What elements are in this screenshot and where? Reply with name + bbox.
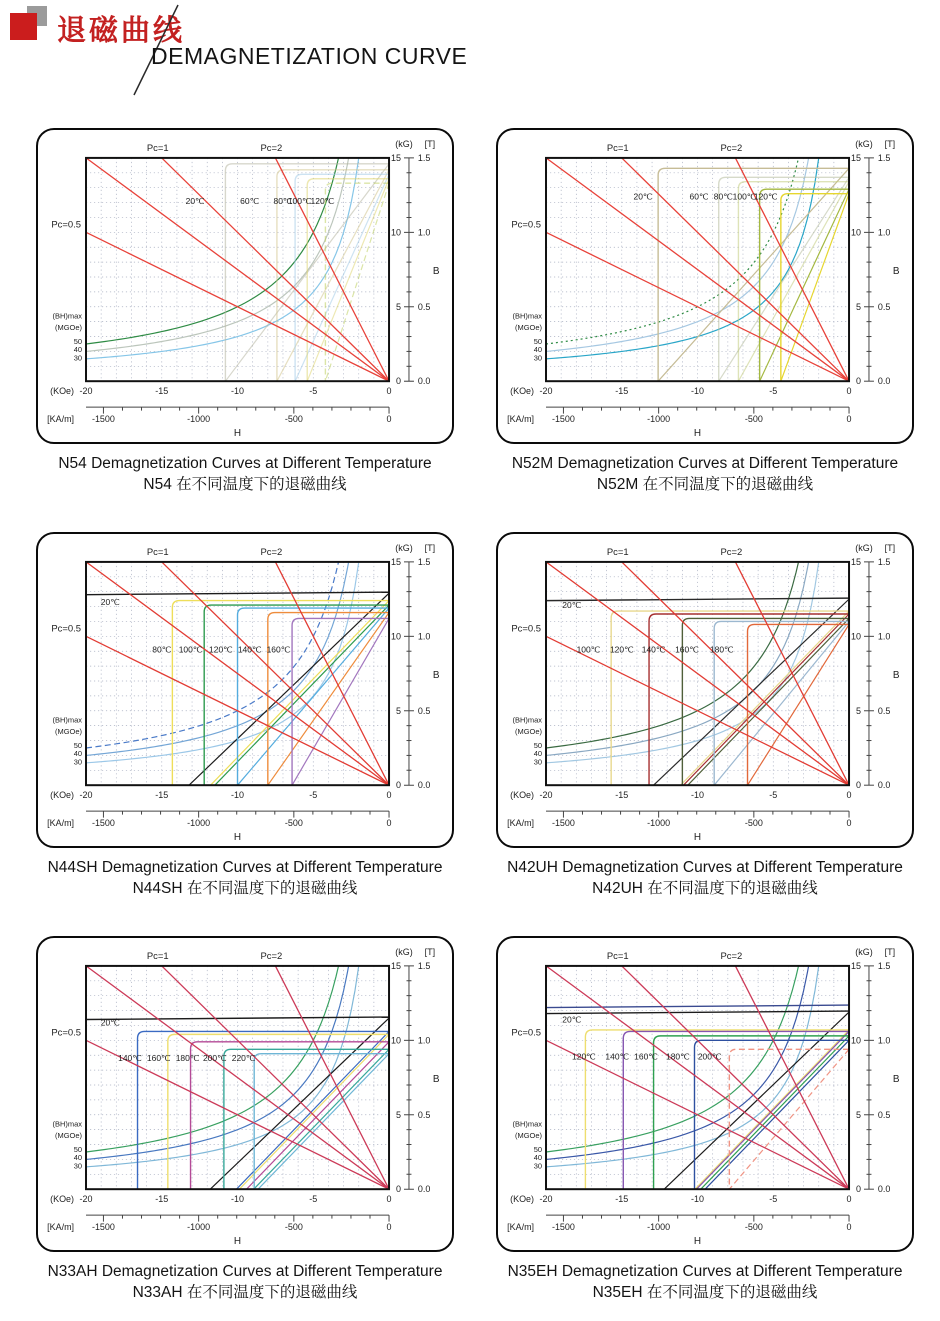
svg-text:H: H bbox=[233, 1235, 242, 1247]
svg-text:140℃: 140℃ bbox=[118, 1052, 142, 1063]
svg-text:0.5: 0.5 bbox=[417, 301, 431, 312]
svg-text:50: 50 bbox=[533, 336, 543, 346]
svg-text:Pc=2: Pc=2 bbox=[720, 546, 743, 558]
svg-text:Pc=1: Pc=1 bbox=[606, 142, 629, 154]
svg-text:(kG): (kG) bbox=[855, 542, 873, 553]
svg-text:180℃: 180℃ bbox=[666, 1051, 690, 1062]
svg-text:H: H bbox=[693, 1235, 702, 1247]
svg-text:0.0: 0.0 bbox=[417, 376, 431, 387]
svg-text:0: 0 bbox=[386, 789, 392, 800]
svg-text:-1000: -1000 bbox=[647, 1221, 671, 1232]
svg-text:0.0: 0.0 bbox=[417, 1183, 431, 1194]
svg-text:140℃: 140℃ bbox=[237, 644, 262, 655]
svg-text:Pc=0.5: Pc=0.5 bbox=[511, 1026, 542, 1038]
svg-text:120℃: 120℃ bbox=[753, 191, 778, 202]
svg-text:1.5: 1.5 bbox=[877, 556, 891, 567]
svg-text:(MGOe): (MGOe) bbox=[55, 322, 83, 332]
svg-text:40: 40 bbox=[73, 748, 83, 758]
svg-text:0: 0 bbox=[846, 386, 852, 397]
svg-text:Pc=2: Pc=2 bbox=[260, 950, 283, 962]
h-axis bbox=[507, 1194, 851, 1247]
svg-text:-500: -500 bbox=[744, 1221, 763, 1232]
svg-text:-10: -10 bbox=[231, 386, 245, 397]
svg-text:0.5: 0.5 bbox=[877, 301, 891, 312]
chart-figure-n44sh bbox=[36, 532, 454, 900]
svg-text:0: 0 bbox=[386, 414, 392, 425]
svg-text:-5: -5 bbox=[769, 789, 778, 800]
svg-text:1.0: 1.0 bbox=[877, 227, 891, 238]
svg-text:[KA/m]: [KA/m] bbox=[507, 1221, 535, 1232]
caption-chinese: N54 在不同温度下的退磁曲线 bbox=[143, 476, 347, 494]
svg-text:Pc=1: Pc=1 bbox=[606, 546, 629, 558]
svg-text:100℃: 100℃ bbox=[178, 644, 203, 655]
svg-text:(kG): (kG) bbox=[395, 542, 413, 553]
h-axis bbox=[47, 386, 391, 439]
svg-text:-5: -5 bbox=[309, 1193, 318, 1204]
svg-text:(MGOe): (MGOe) bbox=[515, 1130, 543, 1140]
svg-text:-1000: -1000 bbox=[647, 414, 671, 425]
chart-canvas-n33ah bbox=[38, 938, 451, 1249]
svg-text:[T]: [T] bbox=[424, 542, 436, 553]
svg-text:100℃: 100℃ bbox=[732, 191, 757, 202]
svg-text:0: 0 bbox=[386, 1193, 392, 1204]
b-axis bbox=[851, 543, 900, 790]
chart-canvas-n52m bbox=[498, 130, 911, 441]
svg-text:H: H bbox=[693, 428, 702, 440]
svg-text:20℃: 20℃ bbox=[185, 196, 205, 207]
svg-text:(BH)max: (BH)max bbox=[512, 311, 543, 321]
svg-text:0.5: 0.5 bbox=[417, 705, 431, 716]
svg-text:1.5: 1.5 bbox=[877, 960, 891, 971]
chart-caption-n33ah bbox=[36, 1261, 454, 1304]
caption-english: N52M Demagnetization Curves at Different Temperature bbox=[511, 455, 899, 472]
b-axis bbox=[391, 543, 440, 790]
svg-text:50: 50 bbox=[533, 1144, 543, 1154]
chart-card-n44sh bbox=[36, 532, 454, 848]
svg-text:10: 10 bbox=[391, 227, 401, 238]
svg-text:-10: -10 bbox=[691, 1193, 705, 1204]
svg-text:100℃: 100℃ bbox=[287, 196, 312, 207]
b-axis bbox=[391, 946, 440, 1193]
svg-text:(KOe): (KOe) bbox=[50, 386, 75, 397]
svg-text:20℃: 20℃ bbox=[633, 191, 653, 202]
svg-text:[T]: [T] bbox=[424, 946, 436, 957]
svg-text:-1500: -1500 bbox=[91, 1221, 115, 1232]
svg-text:Pc=2: Pc=2 bbox=[720, 950, 743, 962]
caption-chinese: N44SH 在不同温度下的退磁曲线 bbox=[132, 880, 358, 898]
svg-text:Pc=1: Pc=1 bbox=[146, 546, 169, 558]
svg-text:20℃: 20℃ bbox=[100, 1016, 120, 1027]
chart-figure-n35eh bbox=[496, 936, 914, 1304]
svg-text:-20: -20 bbox=[539, 789, 553, 800]
svg-text:0: 0 bbox=[855, 1183, 861, 1194]
svg-text:60℃: 60℃ bbox=[240, 196, 260, 207]
svg-text:(BH)max: (BH)max bbox=[512, 715, 543, 725]
bhmax-labels bbox=[513, 1119, 543, 1170]
svg-text:5: 5 bbox=[855, 705, 861, 716]
svg-text:-20: -20 bbox=[79, 386, 93, 397]
svg-text:(kG): (kG) bbox=[855, 138, 873, 149]
b-axis bbox=[851, 139, 900, 386]
svg-text:0: 0 bbox=[855, 779, 861, 790]
svg-text:-1000: -1000 bbox=[187, 817, 211, 828]
chart-card-n33ah bbox=[36, 936, 454, 1252]
svg-text:[T]: [T] bbox=[884, 542, 896, 553]
svg-text:-20: -20 bbox=[79, 1193, 93, 1204]
h-axis bbox=[47, 1194, 391, 1247]
svg-text:180℃: 180℃ bbox=[175, 1052, 200, 1063]
svg-text:Pc=0.5: Pc=0.5 bbox=[511, 623, 542, 635]
svg-text:0.0: 0.0 bbox=[877, 1183, 891, 1194]
svg-text:40: 40 bbox=[533, 1152, 543, 1162]
svg-text:B: B bbox=[432, 1073, 440, 1085]
svg-text:0: 0 bbox=[386, 817, 392, 828]
chart-caption-n54 bbox=[36, 453, 454, 496]
svg-text:B: B bbox=[892, 266, 900, 278]
svg-text:140℃: 140℃ bbox=[641, 644, 666, 655]
chart-caption-n44sh bbox=[36, 857, 454, 900]
svg-text:0: 0 bbox=[846, 817, 852, 828]
caption-chinese: N33AH 在不同温度下的退磁曲线 bbox=[132, 1283, 358, 1301]
svg-text:-500: -500 bbox=[744, 414, 763, 425]
svg-text:-15: -15 bbox=[155, 386, 169, 397]
svg-text:-500: -500 bbox=[744, 817, 763, 828]
svg-text:(kG): (kG) bbox=[395, 946, 413, 957]
chart-figure-n54 bbox=[36, 128, 454, 496]
svg-text:0: 0 bbox=[386, 1221, 392, 1232]
svg-text:0: 0 bbox=[395, 1183, 401, 1194]
svg-text:50: 50 bbox=[73, 740, 83, 750]
caption-english: N35EH Demagnetization Curves at Different Temperature bbox=[507, 1262, 903, 1280]
chart-figure-n42uh bbox=[496, 532, 914, 900]
svg-text:20℃: 20℃ bbox=[100, 596, 120, 607]
svg-text:-10: -10 bbox=[231, 1193, 245, 1204]
bhmax-labels bbox=[513, 715, 543, 766]
svg-text:120℃: 120℃ bbox=[609, 644, 634, 655]
svg-text:(KOe): (KOe) bbox=[50, 789, 75, 800]
svg-text:80℃: 80℃ bbox=[273, 196, 293, 207]
svg-text:15: 15 bbox=[391, 152, 401, 163]
svg-text:-5: -5 bbox=[309, 386, 318, 397]
svg-text:5: 5 bbox=[395, 1109, 401, 1120]
svg-text:B: B bbox=[892, 1073, 900, 1085]
svg-text:(BH)max: (BH)max bbox=[52, 1119, 83, 1129]
caption-english: N42UH Demagnetization Curves at Different Temperature bbox=[507, 858, 903, 876]
svg-text:30: 30 bbox=[533, 1160, 543, 1170]
bhmax-labels bbox=[53, 715, 83, 766]
svg-text:[KA/m]: [KA/m] bbox=[47, 1221, 75, 1232]
chart-card-n52m bbox=[496, 128, 914, 444]
bhmax-labels bbox=[53, 312, 83, 363]
svg-text:Pc=2: Pc=2 bbox=[260, 546, 283, 558]
svg-text:-1500: -1500 bbox=[91, 817, 115, 828]
chart-canvas-n35eh bbox=[498, 938, 911, 1249]
svg-text:30: 30 bbox=[533, 353, 543, 363]
svg-text:80℃: 80℃ bbox=[152, 644, 172, 655]
svg-text:0: 0 bbox=[846, 414, 852, 425]
svg-text:[KA/m]: [KA/m] bbox=[507, 414, 535, 425]
svg-text:200℃: 200℃ bbox=[697, 1051, 722, 1062]
page-title-chinese: 退磁曲线 bbox=[57, 15, 186, 47]
chart-card-n35eh bbox=[496, 936, 914, 1252]
svg-text:1.0: 1.0 bbox=[417, 227, 431, 238]
svg-text:Pc=0.5: Pc=0.5 bbox=[51, 623, 82, 635]
svg-text:80℃: 80℃ bbox=[713, 191, 733, 202]
svg-text:B: B bbox=[892, 669, 900, 681]
bhmax-labels bbox=[513, 312, 543, 363]
svg-text:0: 0 bbox=[395, 779, 401, 790]
svg-text:H: H bbox=[693, 831, 702, 843]
svg-text:220℃: 220℃ bbox=[231, 1052, 256, 1063]
svg-text:(KOe): (KOe) bbox=[510, 1193, 535, 1204]
svg-text:160℃: 160℃ bbox=[634, 1051, 658, 1062]
svg-text:[T]: [T] bbox=[424, 138, 436, 149]
svg-text:-20: -20 bbox=[539, 386, 553, 397]
svg-text:Pc=2: Pc=2 bbox=[720, 142, 743, 154]
svg-text:1.5: 1.5 bbox=[877, 152, 891, 163]
svg-text:10: 10 bbox=[851, 631, 861, 642]
svg-text:0.0: 0.0 bbox=[417, 779, 431, 790]
svg-text:1.5: 1.5 bbox=[417, 152, 431, 163]
h-axis bbox=[507, 386, 851, 439]
svg-text:0: 0 bbox=[846, 1193, 852, 1204]
caption-english: N44SH Demagnetization Curves at Different Temperature bbox=[47, 858, 443, 876]
svg-text:20℃: 20℃ bbox=[562, 599, 582, 610]
temperature-labels bbox=[186, 196, 335, 206]
chart-caption-n35eh bbox=[496, 1261, 914, 1304]
svg-text:-5: -5 bbox=[769, 386, 778, 397]
svg-text:40: 40 bbox=[533, 748, 543, 758]
svg-text:B: B bbox=[432, 266, 440, 278]
svg-text:-1000: -1000 bbox=[647, 817, 671, 828]
svg-text:-1500: -1500 bbox=[551, 1221, 575, 1232]
svg-text:160℃: 160℃ bbox=[266, 644, 291, 655]
svg-text:0.5: 0.5 bbox=[417, 1109, 431, 1120]
svg-text:200℃: 200℃ bbox=[202, 1052, 227, 1063]
svg-text:-10: -10 bbox=[691, 386, 705, 397]
svg-text:40: 40 bbox=[73, 345, 83, 355]
svg-text:5: 5 bbox=[395, 705, 401, 716]
svg-text:-500: -500 bbox=[284, 1221, 303, 1232]
svg-text:5: 5 bbox=[855, 301, 861, 312]
svg-text:-15: -15 bbox=[155, 789, 169, 800]
svg-text:50: 50 bbox=[73, 336, 83, 346]
chart-caption-n52m bbox=[496, 453, 914, 496]
svg-text:10: 10 bbox=[851, 227, 861, 238]
svg-text:H: H bbox=[233, 831, 242, 843]
svg-text:120℃: 120℃ bbox=[209, 644, 233, 655]
svg-text:30: 30 bbox=[73, 353, 83, 363]
svg-text:0: 0 bbox=[386, 386, 392, 397]
svg-text:-1000: -1000 bbox=[187, 1221, 211, 1232]
h-axis bbox=[507, 790, 851, 843]
svg-text:50: 50 bbox=[533, 740, 543, 750]
svg-text:1.5: 1.5 bbox=[417, 960, 431, 971]
caption-chinese: N42UH 在不同温度下的退磁曲线 bbox=[592, 880, 818, 898]
svg-text:1.0: 1.0 bbox=[417, 631, 431, 642]
svg-text:15: 15 bbox=[391, 556, 401, 567]
svg-text:-1500: -1500 bbox=[551, 817, 575, 828]
svg-text:0.5: 0.5 bbox=[877, 705, 891, 716]
svg-text:(MGOe): (MGOe) bbox=[515, 726, 543, 736]
svg-text:5: 5 bbox=[395, 301, 401, 312]
svg-text:-500: -500 bbox=[284, 817, 303, 828]
svg-text:-5: -5 bbox=[309, 789, 318, 800]
caption-chinese: N35EH 在不同温度下的退磁曲线 bbox=[592, 1283, 818, 1301]
svg-text:10: 10 bbox=[391, 1034, 401, 1045]
svg-text:[KA/m]: [KA/m] bbox=[507, 817, 535, 828]
chart-canvas-n44sh bbox=[38, 534, 451, 845]
svg-text:100℃: 100℃ bbox=[576, 644, 601, 655]
caption-english: N54 Demagnetization Curves at Different Temperature bbox=[58, 455, 432, 472]
svg-text:-1000: -1000 bbox=[187, 414, 211, 425]
svg-text:-5: -5 bbox=[769, 1193, 778, 1204]
svg-text:(BH)max: (BH)max bbox=[52, 311, 83, 321]
svg-text:5: 5 bbox=[855, 1109, 861, 1120]
chart-card-n54 bbox=[36, 128, 454, 444]
chart-figure-n33ah bbox=[36, 936, 454, 1304]
svg-text:(MGOe): (MGOe) bbox=[515, 322, 543, 332]
chart-canvas-n54 bbox=[38, 130, 451, 441]
svg-text:0.0: 0.0 bbox=[877, 376, 891, 387]
svg-text:180℃: 180℃ bbox=[709, 644, 734, 655]
svg-text:60℃: 60℃ bbox=[689, 191, 709, 202]
svg-text:(KOe): (KOe) bbox=[50, 1193, 75, 1204]
b-axis bbox=[391, 139, 440, 386]
svg-text:H: H bbox=[233, 428, 242, 440]
svg-text:0: 0 bbox=[855, 376, 861, 387]
svg-text:Pc=0.5: Pc=0.5 bbox=[51, 1026, 82, 1038]
svg-text:(BH)max: (BH)max bbox=[512, 1119, 543, 1129]
svg-text:-15: -15 bbox=[615, 789, 629, 800]
svg-text:-20: -20 bbox=[79, 789, 93, 800]
page-title-english: DEMAGNETIZATION CURVE bbox=[151, 43, 468, 69]
chart-caption-n42uh bbox=[496, 857, 914, 900]
svg-text:[KA/m]: [KA/m] bbox=[47, 817, 75, 828]
svg-text:-10: -10 bbox=[231, 789, 245, 800]
svg-text:(KOe): (KOe) bbox=[510, 789, 535, 800]
svg-text:B: B bbox=[432, 669, 440, 681]
caption-english: N33AH Demagnetization Curves at Different Temperature bbox=[47, 1262, 443, 1280]
svg-text:120℃: 120℃ bbox=[310, 196, 335, 207]
svg-text:40: 40 bbox=[533, 345, 543, 355]
svg-text:Pc=1: Pc=1 bbox=[146, 142, 169, 154]
svg-text:0.0: 0.0 bbox=[877, 779, 891, 790]
svg-text:40: 40 bbox=[73, 1152, 83, 1162]
svg-text:160℃: 160℃ bbox=[146, 1052, 171, 1063]
svg-text:10: 10 bbox=[391, 631, 401, 642]
svg-text:30: 30 bbox=[73, 1160, 83, 1170]
svg-text:0: 0 bbox=[395, 376, 401, 387]
svg-text:(KOe): (KOe) bbox=[510, 386, 535, 397]
svg-text:1.0: 1.0 bbox=[877, 1034, 891, 1045]
svg-text:[KA/m]: [KA/m] bbox=[47, 414, 75, 425]
svg-text:Pc=1: Pc=1 bbox=[606, 950, 629, 962]
svg-text:-15: -15 bbox=[615, 386, 629, 397]
svg-text:20℃: 20℃ bbox=[562, 1013, 582, 1024]
svg-text:-10: -10 bbox=[691, 789, 705, 800]
svg-text:(kG): (kG) bbox=[395, 138, 413, 149]
svg-text:-1500: -1500 bbox=[551, 414, 575, 425]
bhmax-labels bbox=[53, 1119, 83, 1170]
svg-text:-15: -15 bbox=[615, 1193, 629, 1204]
svg-text:Pc=0.5: Pc=0.5 bbox=[51, 219, 82, 231]
svg-text:15: 15 bbox=[851, 960, 861, 971]
svg-text:1.5: 1.5 bbox=[417, 556, 431, 567]
svg-text:Pc=2: Pc=2 bbox=[260, 142, 283, 154]
b-axis bbox=[851, 946, 900, 1193]
svg-text:0: 0 bbox=[846, 789, 852, 800]
svg-text:-20: -20 bbox=[539, 1193, 553, 1204]
temperature-curves bbox=[86, 592, 389, 785]
svg-text:120℃: 120℃ bbox=[572, 1051, 596, 1062]
chart-card-n42uh bbox=[496, 532, 914, 848]
svg-text:Pc=1: Pc=1 bbox=[146, 950, 169, 962]
svg-text:(MGOe): (MGOe) bbox=[55, 726, 83, 736]
svg-text:30: 30 bbox=[73, 757, 83, 767]
chart-figure-n52m bbox=[496, 128, 914, 496]
svg-text:30: 30 bbox=[533, 757, 543, 767]
svg-text:(MGOe): (MGOe) bbox=[55, 1130, 83, 1140]
svg-text:Pc=0.5: Pc=0.5 bbox=[511, 219, 542, 231]
svg-text:[T]: [T] bbox=[884, 138, 896, 149]
svg-text:160℃: 160℃ bbox=[675, 644, 699, 655]
svg-text:15: 15 bbox=[851, 152, 861, 163]
chart-canvas-n42uh bbox=[498, 534, 911, 845]
svg-text:15: 15 bbox=[391, 960, 401, 971]
charts-grid bbox=[36, 128, 914, 1303]
svg-text:(BH)max: (BH)max bbox=[52, 715, 83, 725]
svg-text:1.0: 1.0 bbox=[877, 631, 891, 642]
svg-text:15: 15 bbox=[851, 556, 861, 567]
h-axis bbox=[47, 790, 391, 843]
caption-chinese: N52M 在不同温度下的退磁曲线 bbox=[596, 476, 814, 494]
svg-text:-1500: -1500 bbox=[91, 414, 115, 425]
svg-text:140℃: 140℃ bbox=[605, 1051, 630, 1062]
svg-text:1.0: 1.0 bbox=[417, 1034, 431, 1045]
svg-text:[T]: [T] bbox=[884, 946, 896, 957]
svg-text:0: 0 bbox=[846, 1221, 852, 1232]
svg-text:50: 50 bbox=[73, 1144, 83, 1154]
svg-text:(kG): (kG) bbox=[855, 946, 873, 957]
svg-text:-15: -15 bbox=[155, 1193, 169, 1204]
svg-text:0.5: 0.5 bbox=[877, 1109, 891, 1120]
svg-text:-500: -500 bbox=[284, 414, 303, 425]
svg-text:10: 10 bbox=[851, 1034, 861, 1045]
page-header bbox=[0, 0, 940, 120]
temperature-labels bbox=[634, 192, 778, 202]
